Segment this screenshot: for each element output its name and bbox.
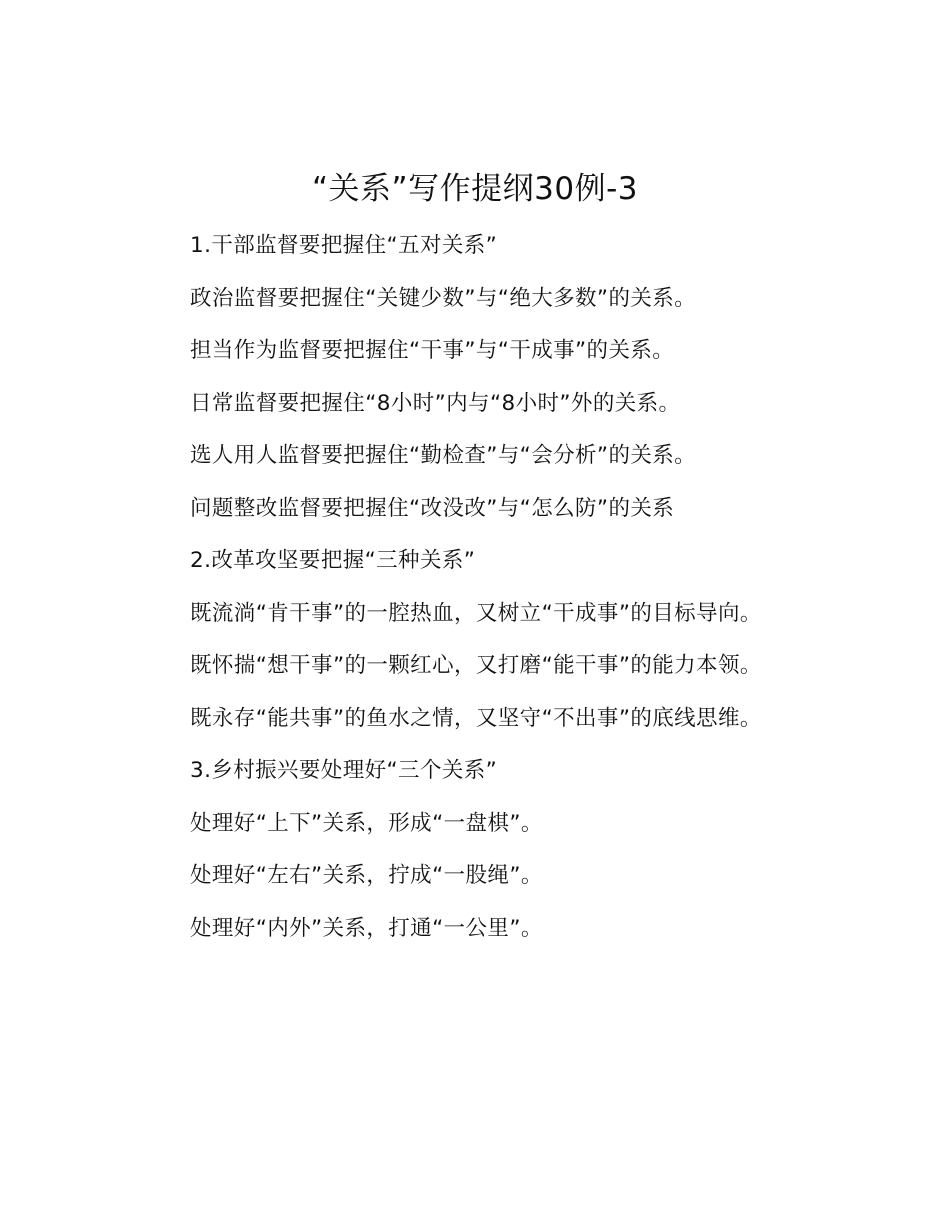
document-title: “关系”写作提纲30例-3 — [312, 171, 638, 207]
paragraph: 政治监督要把握住“关键少数”与“绝大多数”的关系。 — [190, 285, 697, 311]
paragraph: 处理好“内外”关系，打通“一公里”。 — [190, 915, 543, 941]
paragraph: 既怀揣“想干事”的一颗红心，又打磨“能干事”的能力本领。 — [190, 653, 762, 678]
section-heading-3: 3.乡村振兴要处理好“三个关系” — [190, 758, 498, 783]
paragraph: 担当作为监督要把握住“干事”与“干成事”的关系。 — [190, 338, 675, 363]
paragraph: 问题整改监督要把握住“改没改”与“怎么防”的关系 — [190, 495, 675, 521]
paragraph: 既流淌“肯干事”的一腔热血，又树立“干成事”的目标导向。 — [190, 600, 762, 626]
document-body — [141, 220, 809, 955]
paragraph: 选人用人监督要把握住“勤检查”与“会分析”的关系。 — [190, 443, 697, 468]
paragraph: 处理好“左右”关系，拧成“一股绳”。 — [190, 863, 543, 888]
paragraph: 处理好“上下”关系，形成“一盘棋”。 — [190, 810, 543, 836]
section-heading-2: 2.改革攻坚要把握“三种关系” — [190, 548, 476, 573]
paragraph: 既永存“能共事”的鱼水之情，又坚守“不出事”的底线思维。 — [190, 705, 762, 731]
section-heading-1: 1.干部监督要把握住“五对关系” — [190, 233, 498, 258]
paragraph: 日常监督要把握住“8小时”内与“8小时”外的关系。 — [190, 390, 681, 416]
